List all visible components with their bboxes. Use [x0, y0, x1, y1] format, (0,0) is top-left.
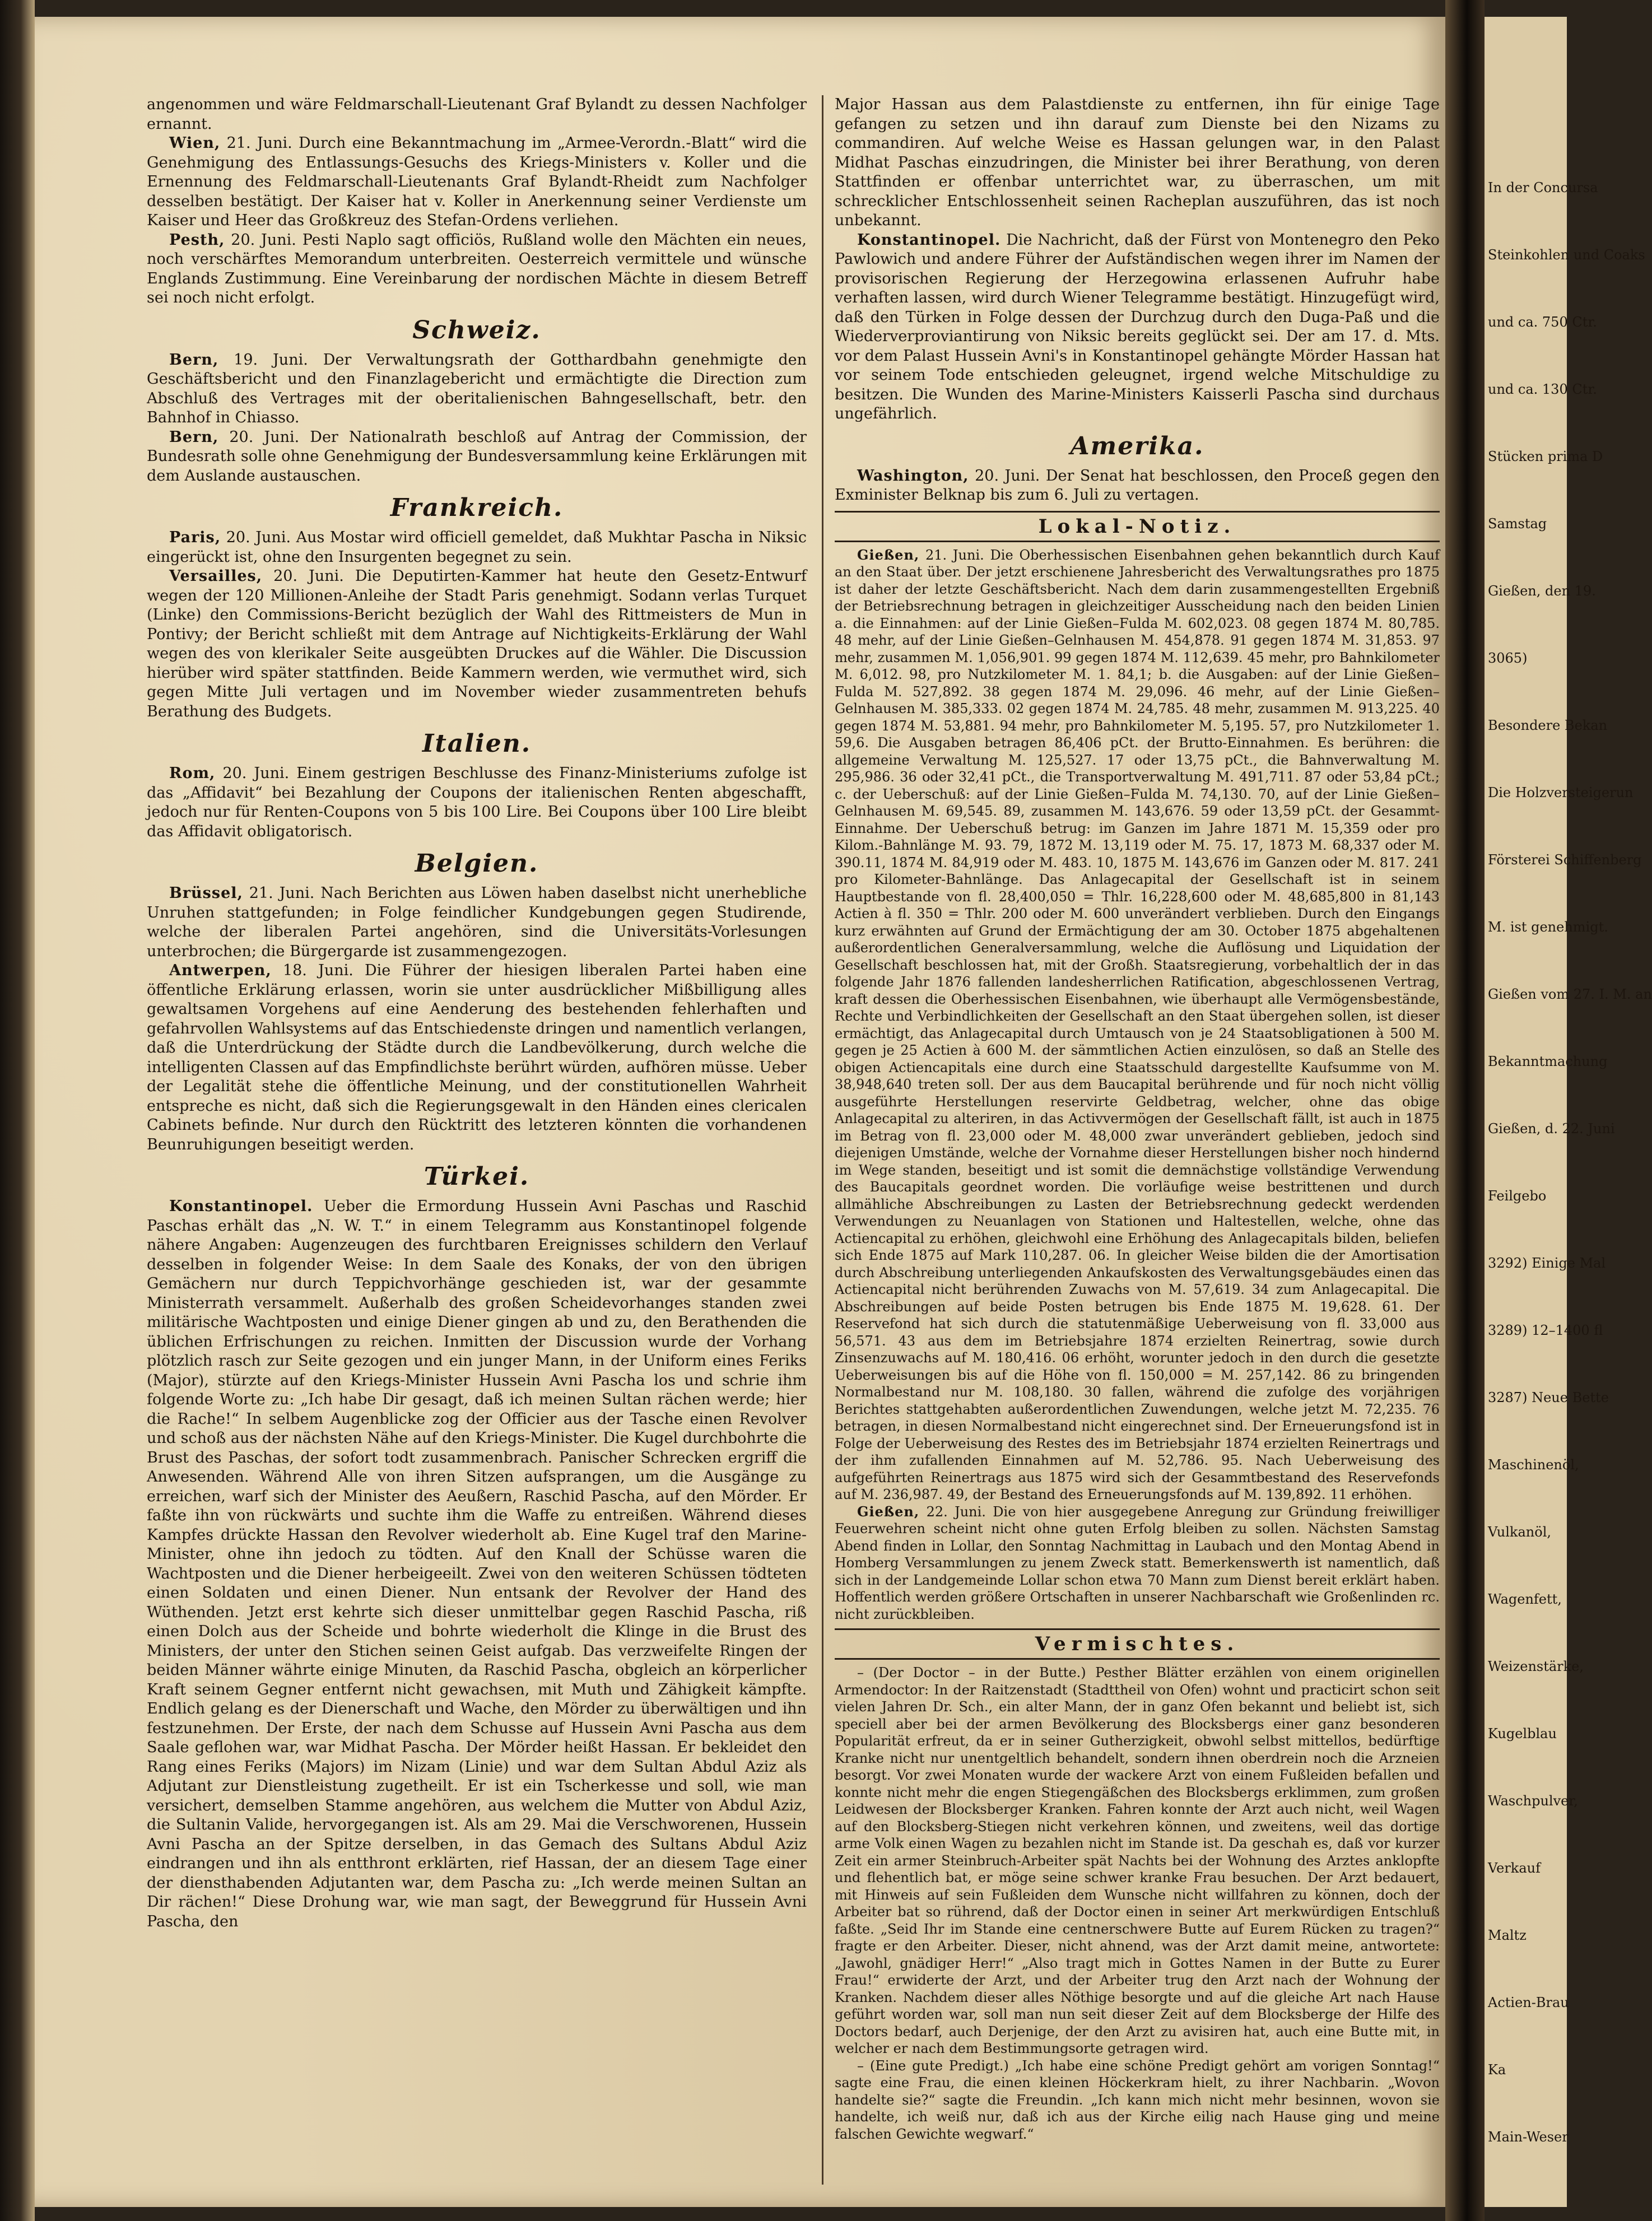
dateline: Bern,	[169, 428, 219, 446]
news-item-washington: Washington, 20. Juni. Der Senat hat beschlossen, den Proceß gegen den Exminister Belknap bis zum 6. Juli zu vertagen.	[835, 467, 1440, 504]
facing-page-line: Kugelblau	[1488, 1726, 1557, 1742]
dateline: Antwerpen,	[169, 962, 272, 979]
facing-page-line: 3289) 12–1400 fl	[1488, 1323, 1603, 1338]
scan-edge-left	[0, 0, 35, 2221]
section-heading-lokal-notiz: Lokal-Notiz.	[835, 511, 1440, 542]
dateline: Konstantinopel.	[169, 1198, 313, 1215]
dateline: Paris,	[169, 529, 221, 546]
dateline: Wien,	[169, 134, 221, 152]
facing-page-line: Maschinenöl,	[1488, 1457, 1579, 1473]
section-heading-vermischtes: Vermischtes.	[835, 1628, 1440, 1660]
dateline: Bern,	[169, 351, 219, 369]
miscellany-item: – (Der Doctor – in der Butte.) Pesther Blätter erzählen von einem originellen Armendoctor: In der Raitzenstadt (Stadttheil von Ofen) wohnt und practicirt schon seit vielen Jahren Dr. Sch., ein alter Mann, der in ganz Ofen bekannt und beliebt ist, sich speciell aber bei der armen Bevölkerung des Blocksbergs einer ganz besonderen Popularität erfreut, da er in seiner Gutherzigkeit, obwohl selbst mittellos, bedürftige Kranke nicht nur unentgeltlich behandelt, sondern ihnen oberdrein noch die Arzneien besorgt. Vor zwei Monaten wurde der wackere Arzt von einem Fußleiden befallen und konnte nicht mehr die engen Stiegengäßchen des Blocksbergs erklimmen, zum großen Leidwesen der Blocksberger Kranken. Fahren konnte der Arzt auch nicht, weil Wagen auf den Blocksberg-Stiegen nicht verkehren können, und zweitens, weil das dortige arme Volk einen Wagen zu bezahlen nicht im Stande ist. Da geschah es, daß vor kurzer Zeit ein armer Steinbruch-Arbeiter spät Nachts bei der Wohnung des Arztes anklopfte und flehentlich bat, er möge seine schwer kranke Frau besuchen. Der Arzt bedauert, mit Hinweis auf sein Fußleiden dem Wunsche nicht willfahren zu können, doch der Arbeiter bat so rührend, daß der Doctor einen in seiner Art merkwürdigen Entschluß faßte. „Seid Ihr im Stande eine centnerschwere Butte auf Eurem Rücken zu tragen?“ fragte er den Arbeiter. Dieser, nicht ahnend, was der Arzt damit meine, antwortete: „Jawohl, gnädiger Herr!“ „Also tragt mich in Gottes Namen in der Butte zu Eurer Frau!“ erwiderte der Arzt, und der Arbeiter trug den Arzt nach der Wohnung der Kranken. Nachdem dieser alles Nöthige besorgte und auf die gleiche Art nach Hause geführt worden war, soll man nun seit dieser Zeit auf dem Blocksberge der Hilfe des Doctors bedarf, auch Derjenige, der den Arzt zu avisiren hat, auch eine Butte mit, in welcher er nach dem Bestimmungsorte getragen wird.	[835, 1665, 1440, 2056]
dateline: Rom,	[169, 765, 216, 782]
facing-page-line: Waschpulver,	[1488, 1793, 1578, 1809]
section-heading-frankreich: Frankreich.	[390, 493, 564, 522]
section-heading-tuerkei: Türkei.	[424, 1162, 530, 1191]
facing-page-line: 3065)	[1488, 650, 1528, 666]
news-item-bruessel: Brüssel, 21. Juni. Nach Berichten aus Löwen haben daselbst nicht unerhebliche Unruhen stattgefunden; in Folge feindlicher Kundgebungen gegen Studirende, welche der liberalen Partei angehören, sind die Universitäts-Vorlesungen unterbrochen; die Bürgergarde ist zusammengezogen.	[147, 884, 807, 960]
column-divider	[822, 95, 823, 2185]
facing-page-line: Bekanntmachung	[1488, 1054, 1608, 1069]
facing-page-line: Försterei Schiffenberg	[1488, 852, 1642, 868]
facing-page-line: und ca. 750 Ctr.	[1488, 314, 1597, 330]
facing-page-line: Wagenfett,	[1488, 1591, 1562, 1607]
dateline: Versailles,	[169, 567, 263, 585]
paragraph: angenommen und wäre Feldmarschall-Lieutenant Graf Bylandt zu dessen Nachfolger ernannt.	[147, 96, 807, 133]
facing-page-line: Gießen, d. 22. Juni	[1488, 1121, 1615, 1137]
section-heading-amerika: Amerika.	[1070, 431, 1204, 460]
news-item-versailles: Versailles, 20. Juni. Die Deputirten-Kammer hat heute den Gesetz-Entwurf wegen der 120 Millionen-Anleihe der Stadt Paris genehmigt. Sodann verlas Turquet (Linke) den Commissions-Bericht bezüglich der Wahl des Rittmeisters de Mun in Pontivy; der Bericht schließt mit dem Antrage auf Nichtigkeits-Erklärung der Wahl wegen des von klerikaler Seite ausgeübten Druckes auf die Wähler. Die Discussion hierüber wird später stattfinden. Beide Kammern werden, wie vermuthet wird, sich gegen Mitte Juli vertagen und im November wieder zusammentreten behufs Berathung des Budgets.	[147, 567, 807, 720]
news-item-giessen: Gießen, 22. Juni. Die von hier ausgegebene Anregung zur Gründung freiwilliger Feuerwehren scheint nicht ohne guten Erfolg bleiben zu sollen. Nächsten Samstag Abend finden in Lollar, den Sonntag Nachmittag in Laubach und den Montag Abend in Homberg Versammlungen zu jenem Zweck statt. Bemerkenswerth ist namentlich, daß sich in der Landgemeinde Lollar schon etwa 70 Mann zum Dienst bereit erklärt haben. Hoffentlich werden größere Ortschaften in unserer Nachbarschaft wie Großenlinden rc. nicht zurückbleiben.	[835, 1503, 1440, 1622]
middle-column	[835, 95, 1440, 2179]
book-gutter	[1445, 0, 1485, 2221]
facing-page-line: Besondere Bekan	[1488, 718, 1608, 733]
paragraph: Major Hassan aus dem Palastdienste zu entfernen, ihn für einige Tage gefangen zu setzen und ihn darauf zum Dienste bei den Nizams zu commandiren. Auf welche Weise es Hassan gelungen war, in den Palast Midhat Paschas einzudringen, die Minister bei ihrer Berathung, von deren Stattfinden er offenbar unterrichtet war, zu überraschen, um mit schrecklicher Entschlossenheit seinen Racheplan auszuführen, das ist noch unbekannt.	[835, 96, 1440, 229]
facing-page-line: Actien-Brau	[1488, 1995, 1569, 2010]
facing-page-line: Steinkohlen und Coaks	[1488, 247, 1645, 263]
facing-page-text	[1488, 179, 1652, 2196]
miscellany-item: – (Eine gute Predigt.) „Ich habe eine schöne Predigt gehört am vorigen Sonntag!“ sagte eine Frau, die einen kleinen Höckerkram hielt, zu ihrer Nachbarin. „Wovon handelte sie?“ sagte die Freundin. „Ich kann mich nicht mehr besinnen, wovon sie handelte, ich weiß nur, daß ich aus der Kirche eilig nach Hause ging und meine falschen Gewichte wegwarf.“	[835, 2057, 1440, 2142]
facing-page-line: Feilgebo	[1488, 1188, 1547, 1204]
news-item-wien: Wien, 21. Juni. Durch eine Bekanntmachung im „Armee-Verordn.-Blatt“ wird die Genehmigung des Entlassungs-Gesuchs des Kriegs-Ministers v. Koller und die Ernennung des Feldmarschall-Lieutenants Graf Bylandt-Rheidt zum Nachfolger desselben bestätigt. Der Kaiser hat v. Koller in Anerkennung seiner Verdienste um Kaiser und Heer das Großkreuz des Stefan-Ordens verliehen.	[147, 134, 807, 229]
dateline: Brüssel,	[169, 884, 243, 902]
news-item-giessen: Gießen, 21. Juni. Die Oberhessischen Eisenbahnen gehen bekanntlich durch Kauf an den Staat über. Der jetzt erschienene Jahresbericht des Verwaltungsrathes pro 1875 ist daher der letzte Geschäftsbericht. Nach dem darin zusammengestellten Ergebniß der Betriebsrechnung betragen in gleichzeitiger Ausscheidung nach den beiden Linien a. die Einnahmen: auf der Linie Gießen–Fulda M. 602,023. 08 gegen 1874 M. 80,785. 48 mehr, auf der Linie Gießen–Gelnhausen M. 454,878. 91 gegen 1874 M. 31,853. 97 mehr, zusammen M. 1,056,901. 99 gegen 1874 M. 112,639. 45 mehr, pro Bahnkilometer M. 6,012. 98, pro Nutzkilometer M. 1. 84,1; b. die Ausgaben: auf der Linie Gießen–Fulda M. 527,892. 38 gegen 1874 M. 29,096. 46 mehr, auf der Linie Gießen–Gelnhausen M. 385,333. 02 gegen 1874 M. 24,785. 48 mehr, zusammen M. 913,225. 40 gegen 1874 M. 53,881. 94 mehr, pro Bahnkilometer M. 5,195. 57, pro Nutzkilometer 1. 59,6. Die Ausgaben betragen 86,406 pCt. der Brutto-Einnahmen. Es berühren: die allgemeine Verwaltung M. 125,527. 17 oder 13,75 pCt., die Bahnverwaltung M. 295,986. 36 oder 32,41 pCt., die Transportverwaltung M. 491,711. 87 oder 53,84 pCt.; c. der Ueberschuß: auf der Linie Gießen–Fulda M. 74,130. 70, auf der Linie Gießen–Gelnhausen M. 69,545. 89, zusammen M. 143,676. 59 oder 13,59 pCt. der Gesammt-Einnahme. Der Ueberschuß betrug: im Ganzen im Jahre 1871 M. 15,359 oder pro Kilom.-Bahnlänge M. 93. 79, 1872 M. 13,119 oder M. 75. 17, 1873 M. 68,337 oder M. 390.11, 1874 M. 84,919 oder M. 483. 10, 1875 M. 143,676 im Ganzen oder M. 817. 241 pro Kilometer-Bahnlänge. Das Anlagecapital der Gesellschaft ist in seinem Hauptbestande von fl. 28,400,050 = Thlr. 16,228,600 oder M. 48,685,800 in 81,143 Actien à fl. 350 = Thlr. 200 oder M. 600 unverändert verblieben. Durch den Eingangs kurz erwähnten auf Grund der Ermächtigung der am 30. October 1875 abgehaltenen außerordentlichen Generalversammlung, welche die Auflösung und Liquidation der Gesellschaft beschlossen hat, mit der Großh. Staatsregierung, vorbehaltlich der in das folgende Jahr 1876 fallenden landesherrlichen Ratification, abgeschlossenen Vertrag, kraft dessen die Oberhessischen Eisenbahnen, wie überhaupt alle Vermögensbestände, Rechte und Verbindlichkeiten der Gesellschaft an den Staat übergehen sollen, ist dieser ermächtigt, das Anlagecapital durch Umtausch von je 24 Staatsobligationen à 500 M. gegen je 25 Actien à 600 M. der sämmtlichen Actien einzulösen, so daß an Stelle des obigen Actiencapitals eine durch eine Staatsschuld dargestellte Kaufsumme von M. 38,948,640 treten soll. Der aus dem Baucapital berührende und für noch nicht völlig ausgeführte Herstellungen reservirte Geldbetrag, welcher, ohne das obige Anlagecapital zu alteriren, in das Activvermögen der Gesellschaft fällt, ist auch in 1875 im Betrag von fl. 23,000 oder M. 48,000 zwar unverändert geblieben, jedoch sind diejenigen Umstände, welche der Vornahme dieser Herstellungen bisher noch hindernd im Wege standen, beseitigt und ist somit die demnächstige vollständige Verwendung des Baucapitals geordnet worden. Die vorläufige weise bestrittenen und durch allmähliche Abschreibungen zu Lasten der Betriebsrechnung gedeckt werdenden Verwendungen zu Neuanlagen von Stationen und Haltestellen, welche, ohne das Actiencapital zu erhöhen, gleichwohl eine Erhöhung des Anlagecapitals bilden, beliefen sich Ende 1875 auf Mark 110,287. 06. In gleicher Weise bilden die der Amortisation durch Abschreibung unterliegenden Ankaufskosten des Verwaltungsgebäudes einen das Actiencapital nicht berührenden Zuwachs von M. 57,619. 34 zum Anlagecapital. Die Abschreibungen auf beide Posten betrugen bis Ende 1875 M. 19,628. 61. Der Reservefond hat sich durch die statutenmäßige Ueberweisung von fl. 33,000 aus 56,571. 43 aus dem im Betriebsjahre 1874 erzielten Reinertrag, sowie durch Zinsenzuwachs auf M. 180,416. 06 erhöht, worunter jedoch in den durch die gesetzte Ueberweisungen bis auf die Höhe von fl. 150,000 = M. 257,142. 86 zu bringenden Normalbestand nur M. 108,180. 30 fallen, während die zufolge des vorjährigen Berichtes stattgehabten außerordentlichen Zuwendungen, welche jetzt M. 72,235. 76 betragen, in diesen Normalbestand nicht eingerechnet sind. Der Erneuerungsfond ist in Folge der Ueberweisung des Restes des im Betriebsjahr 1874 erzielten Reinertrags und der ihm zufallenden Einnahmen auf M. 52,786. 95. Nach Ueberweisung des aufgeführten Reinertrags aus 1875 wird sich der Gesammtbestand des Reservefonds auf M. 236,987. 49, der Bestand des Erneuerungsfonds auf M. 139,892. 11 erhöhen.	[835, 546, 1440, 1502]
facing-page-line: Gießen, den 19.	[1488, 583, 1596, 599]
news-item-pesth: Pesth, 20. Juni. Pesti Naplo sagt officiös, Rußland wolle den Mächten ein neues, noch verschärftes Memorandum unterbreiten. Oesterreich vermittele und wünsche Englands Zustimmung. Eine Vereinbarung der nordischen Mächte in diesem Betreff sei noch nicht erfolgt.	[147, 231, 807, 306]
dateline: Pesth,	[169, 231, 225, 249]
facing-page-line: Samstag	[1488, 516, 1547, 532]
left-column	[147, 95, 807, 2179]
facing-page-line: und ca. 130 Ctr.	[1488, 381, 1597, 397]
news-item-antwerpen: Antwerpen, 18. Juni. Die Führer der hiesigen liberalen Partei haben eine öffentliche Erklärung erlassen, worin sie unter ausdrücklicher Mißbilligung alles gewaltsamen Vorgehens auf eine Aenderung des bestehenden fehlerhaften und gefahrvollen Wahlsystems auf das Entschiedenste dringen und namentlich verlangen, daß die Unterdrückung der Städte durch die Landbevölkerung, durch welche die intelligenten Classen auf das Empfindlichste berührt würden, aufhören müsse. Ueber der Legalität stehe die öffentliche Meinung, und der constitutionellen Wahrheit entspreche es nicht, daß sich die Regierungsgewalt in den Händen eines clericalen Cabinets befinde. Nur durch den Rücktritt des letzteren könnten die vorhandenen Beunruhigungen beseitigt werden.	[147, 962, 807, 1153]
facing-page-line: Vulkanöl,	[1488, 1524, 1551, 1540]
facing-page-line: Main-Weser	[1488, 2129, 1569, 2145]
facing-page-line: Maltz	[1488, 1927, 1527, 1943]
facing-page-line: Ka	[1488, 2062, 1506, 2078]
facing-page-line: Verkauf	[1488, 1860, 1541, 1876]
facing-page-line: Stücken prima D	[1488, 449, 1603, 464]
news-item-rom: Rom, 20. Juni. Einem gestrigen Beschlusse des Finanz-Ministeriums zufolge ist das „Affidavit“ bei Bezahlung der Coupons der italienischen Renten abgeschafft, jedoch nur für Renten-Coupons von 5 bis 100 Lire. Bei Coupons über 100 Lire bleibt das Affidavit obligatorisch.	[147, 765, 807, 840]
facing-page-line: Gießen vom 27. I. M. an	[1488, 986, 1652, 1002]
section-heading-schweiz: Schweiz.	[412, 315, 541, 344]
dateline: Gießen,	[857, 1503, 920, 1520]
news-item-bern: Bern, 19. Juni. Der Verwaltungsrath der Gotthardbahn genehmigte den Geschäftsbericht und den Finanzlagebericht und ermächtigte die Direction zum Abschluß des Vertrages mit der oberitalienischen Bahngesellschaft, betr. den Bahnhof in Chiasso.	[147, 351, 807, 426]
dateline: Gießen,	[857, 546, 920, 563]
facing-page-line: 3292) Einige Mal	[1488, 1255, 1606, 1271]
facing-page-line: 3287) Neue Bette	[1488, 1390, 1609, 1405]
section-heading-italien: Italien.	[422, 729, 532, 758]
facing-page-line: M. ist genehmigt.	[1488, 919, 1608, 935]
dateline: Konstantinopel.	[857, 231, 1001, 249]
section-heading-belgien: Belgien.	[415, 849, 539, 878]
news-item-konstantinopel: Konstantinopel. Ueber die Ermordung Hussein Avni Paschas und Raschid Paschas erhält das „N. W. T.“ in einem Telegramm aus Konstantinopel folgende nähere Angaben: Augenzeugen des furchtbaren Ereignisses schildern den Verlauf desselben in folgender Weise: In dem Saale des Konaks, der von den übrigen Gemächern nur durch Teppichvorhänge geschieden ist, war der gesammte Ministerrath versammelt. Außerhalb des großen Scheidevorhanges standen zwei militärische Wachtposten und einige Diener gingen ab und zu, den Berathenden die üblichen Erfrischungen zu reichen. Inmitten der Discussion wurde der Vorhang plötzlich rasch zur Seite gezogen und ein junger Mann, in der Uniform eines Feriks (Major), stürzte auf den Kriegs-Minister Hussein Avni Pascha los und schrie ihm folgende Worte zu: „Ich habe Dir gesagt, daß ich meinen Sultan rächen werde; hier die Rache!“ In selbem Augenblicke zog der Officier aus der Tasche einen Revolver und schoß aus der nächsten Nähe auf den Kriegs-Minister. Die Kugel durchbohrte die Brust des Paschas, der sofort todt zusammenbrach. Panischer Schrecken ergriff die Anwesenden. Während Alle von ihren Sitzen aufsprangen, um die Ausgänge zu erreichen, warf sich der Minister des Aeußern, Raschid Pascha, auf den Mörder. Er faßte ihn von rückwärts und suchte ihm die Waffe zu entreißen. Während dieses Kampfes drückte Hassan den Revolver wiederholt ab. Eine Kugel traf den Marine-Minister, ohne ihn jedoch zu tödten. Auf den Knall der Schüsse waren die Wachtposten und die Diener herbeigeeilt. Zwei von den weiteren Schüssen tödteten einen Soldaten und einen Diener. Nun entsank der Revolver der Hand des Wüthenden. Jetzt erst kehrte sich dieser unmittelbar gegen Raschid Pascha, riß einen Dolch aus der Scheide und bohrte wiederholt die Klinge in die Brust des Ministers, der unter den Stichen seinen Geist aufgab. Das verzweifelte Ringen der beiden Männer währte einige Minuten, da Raschid Pascha, obgleich an körperlicher Kraft seinem Gegner entfernt nicht gewachsen, mit Muth und Zähigkeit kämpfte. Endlich gelang es der Dienerschaft und Wache, den Mörder zu überwältigen und ihn festzunehmen. Der Erste, der nach dem Schusse auf Hussein Avni Pascha aus dem Saale geflohen war, war Midhat Pascha. Der Mörder heißt Hassan. Er bekleidet den Rang eines Feriks (Majors) im Nizam (Linie) und war dem Sultan Abdul Aziz als Adjutant zur Dienstleistung zugetheilt. Er ist ein Tscherkesse und soll, wie man versichert, demselben Stamme angehören, aus welchem die Mutter von Abdul Aziz, die Sultanin Valide, hervorgegangen ist. Als am 29. Mai die Verschworenen, Hussein Avni Pascha an der Spitze derselben, in das Gemach des Sultans Abdul Aziz eindrangen und ihn als entthront erklärten, rief Hassan, der an diesem Tage einer der diensthabenden Adjutanten war, dem Pascha zu: „Ich werde meinen Sultan an Dir rächen!“ Diese Drohung war, wie man sagt, der Beweggrund für Hussein Avni Pascha, den	[147, 1198, 807, 1930]
facing-page-line: In der Concursa	[1488, 180, 1598, 195]
facing-page-fragment	[1485, 17, 1652, 2207]
news-item-bern: Bern, 20. Juni. Der Nationalrath beschloß auf Antrag der Commission, der Bundesrath solle ohne Genehmigung der Bundesversammlung keine Erklärungen mit dem Auslande austauschen.	[147, 428, 807, 485]
news-item-paris: Paris, 20. Juni. Aus Mostar wird officiell gemeldet, daß Mukhtar Pascha in Niksic eingerückt ist, ohne den Insurgenten begegnet zu sein.	[147, 529, 807, 566]
facing-page-line: Die Holzversteigerun	[1488, 785, 1634, 800]
news-item-konstantinopel: Konstantinopel. Die Nachricht, daß der Fürst von Montenegro den Peko Pawlowich und andere Führer der Aufständischen wegen ihrer im Namen der provisorischen Regierung der Herzegowina erlassenen Aufruhr habe verhaften lassen, wird durch Wiener Telegramme bestätigt. Hinzugefügt wird, daß den Türken in Folge dessen der Durchzug durch den Duga-Paß und die Wiederverproviantirung von Niksic bereits geglückt sei. Der am 17. d. Mts. vor dem Palast Hussein Avni's in Konstantinopel gehängte Mörder Hassan hat vor seinem Tode entschieden geleugnet, irgend welche Mitschuldige zu besitzen. Die Wunden des Marine-Ministers Kaisserli Pascha sind durchaus ungefährlich.	[835, 231, 1440, 422]
facing-page-line: Weizenstärke,	[1488, 1659, 1584, 1674]
dateline: Washington,	[857, 467, 969, 485]
